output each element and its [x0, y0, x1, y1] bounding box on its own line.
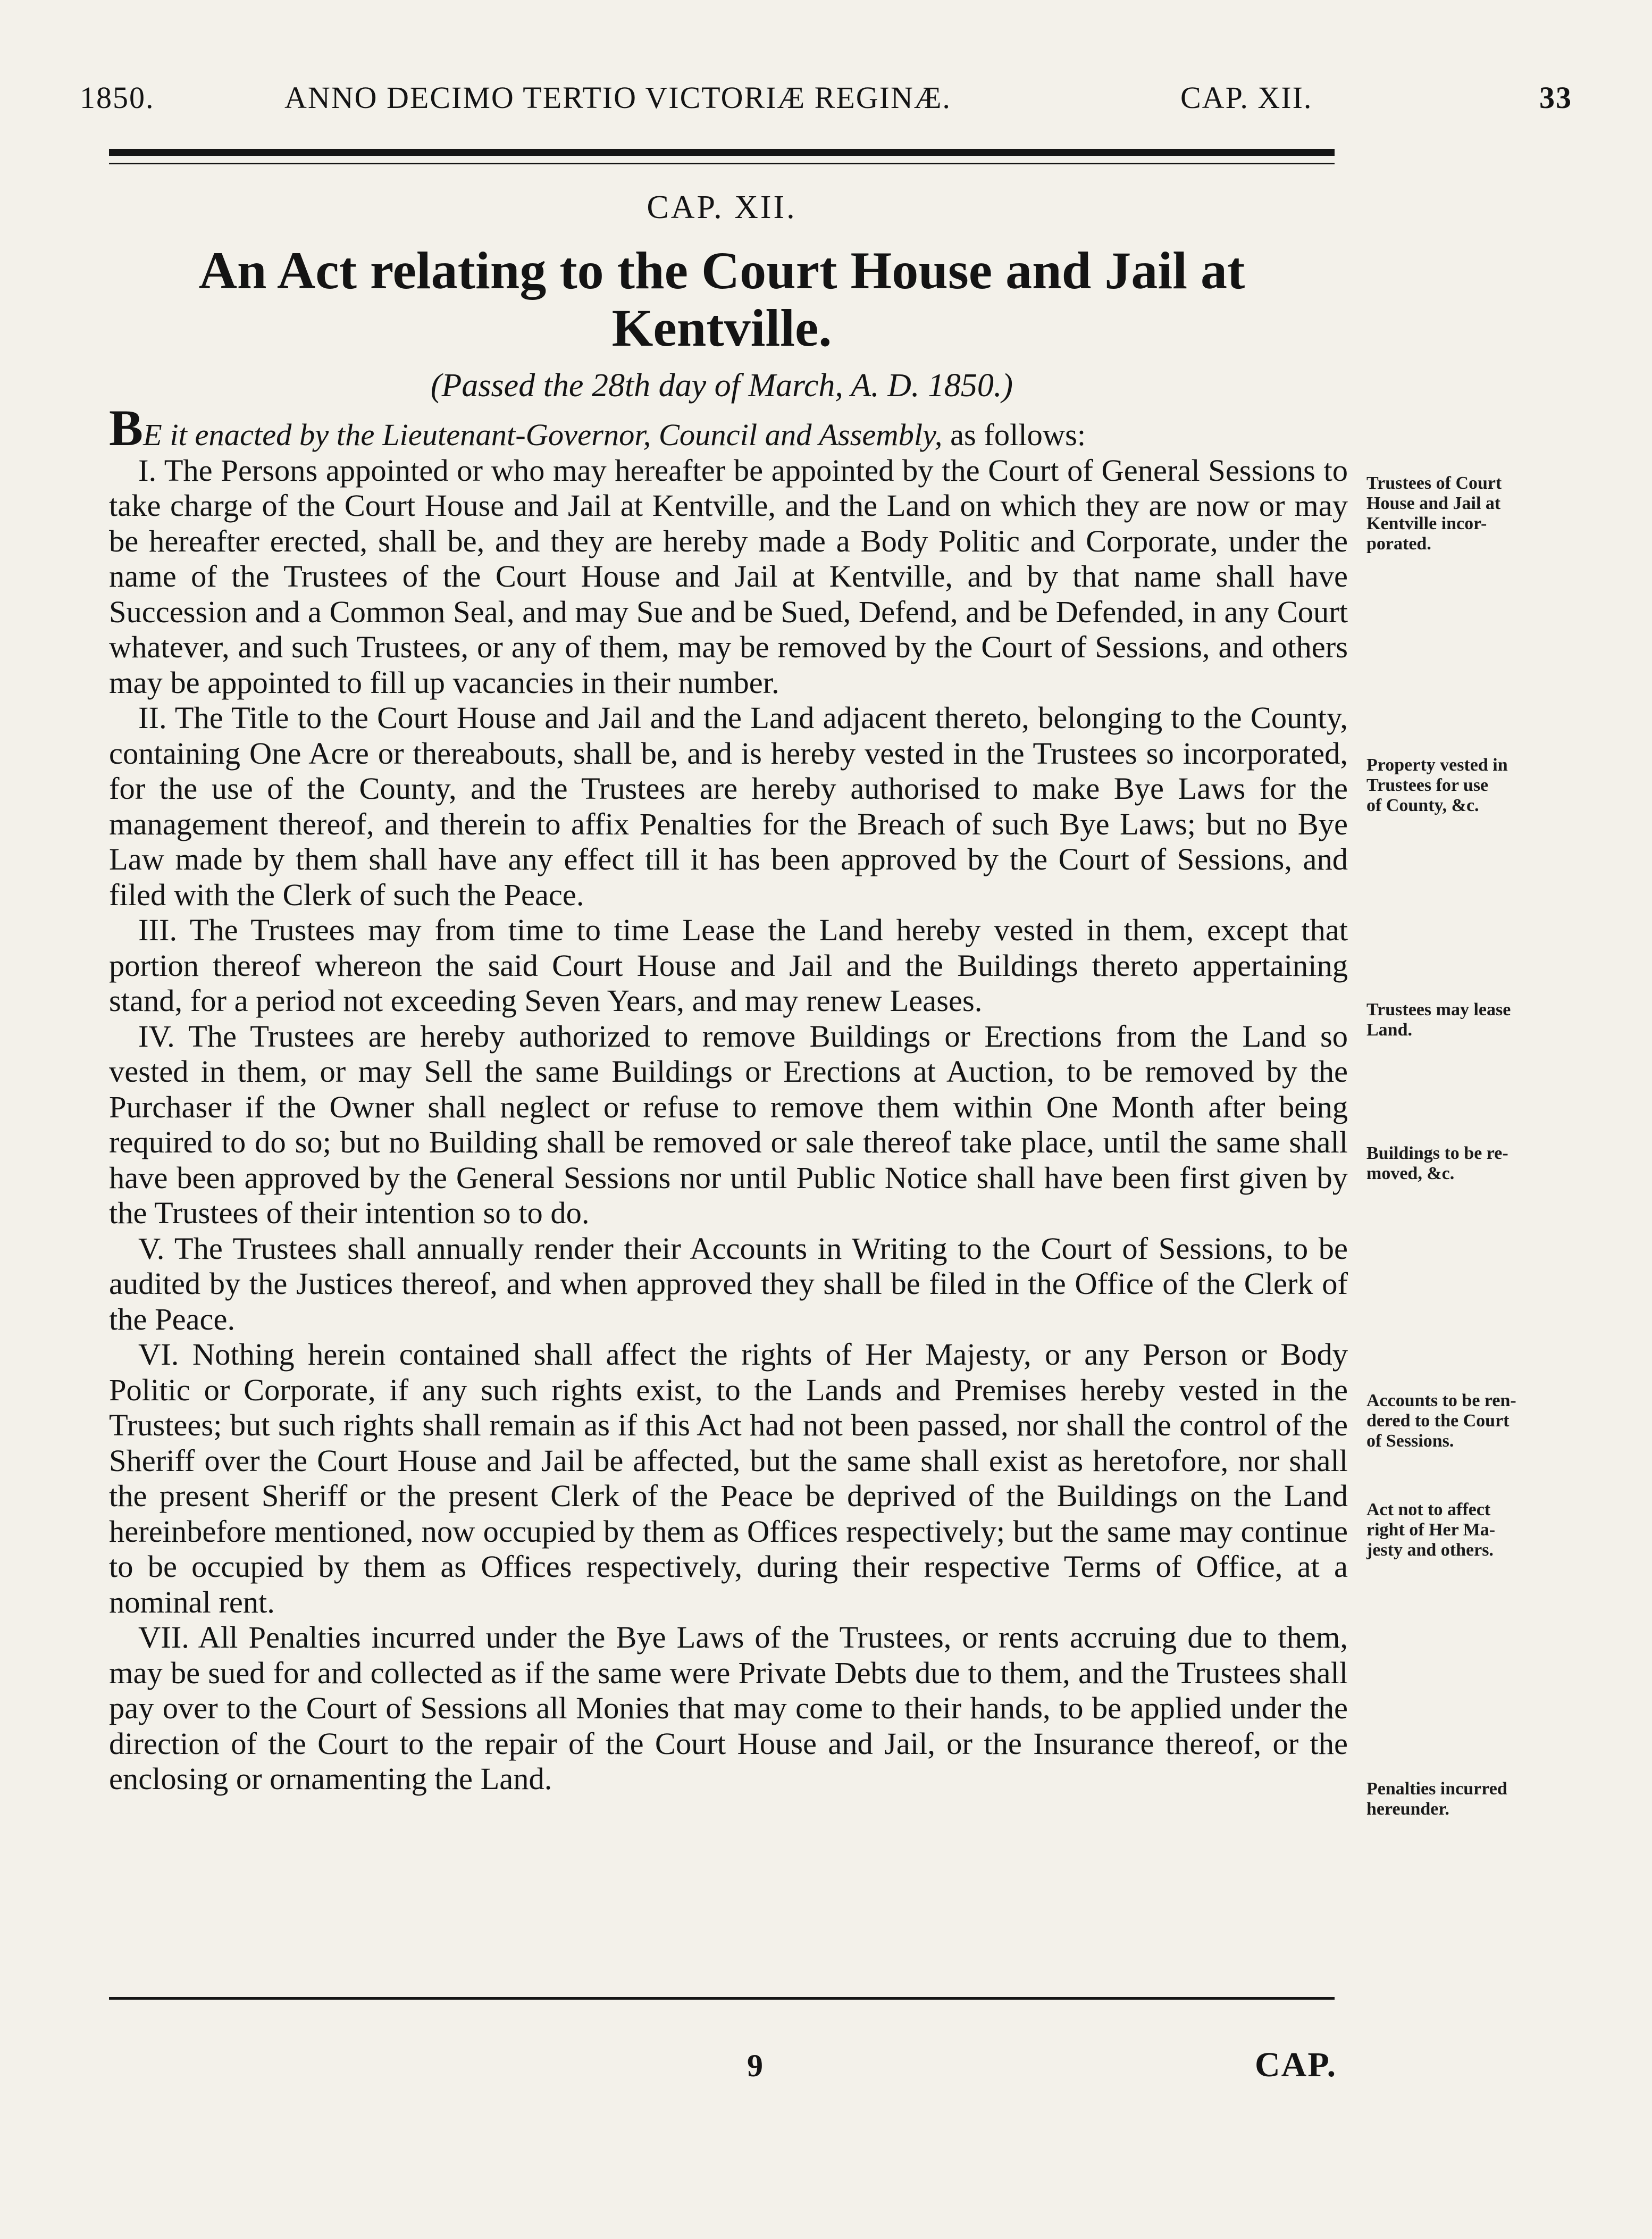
act-body — [109, 399, 1348, 1797]
margin-note-section-1: Trustees of Court House and Jail at Kentville incor- porated. — [1366, 473, 1502, 554]
margin-note-section-5: Accounts to be ren- dered to the Court of Sessions. — [1366, 1391, 1516, 1451]
passed-date: (Passed the 28th day of March, A. D. 1850.) — [430, 367, 1013, 404]
header-year: 1850. — [80, 80, 155, 115]
margin-note-section-6: Act not to affect right of Her Ma- jesty and others. — [1366, 1500, 1496, 1560]
header-title: ANNO DECIMO TERTIO VICTORIÆ REGINÆ. — [284, 80, 951, 115]
catchword: CAP. — [1255, 2045, 1337, 2084]
section-6: VI. Nothing herein contained shall affect the rights of Her Majesty, or any Person or Body Politic or Corporate, if any such rights exist, to the Lands and Premises hereby vested in the Trustees; but such rights shall remain as if this Act had not been passed, nor shall the control of the Sheriff over the Court House and Jail be affected, but the same shall exist as heretofore, nor shall the present Sheriff or the present Clerk of the Peace be deprived of the Buildings on the Land hereinbefore mentioned, now occupied by them as Offices respectively; but the same may continue to be occupied by them as Offices respectively, during their respective Terms of Office, at a nominal rent. — [109, 1337, 1348, 1619]
section-1: I. The Persons appointed or who may hereafter be appointed by the Court of General Sessions to take charge of the Court House and Jail at Kentville, and the Land on which they are now or may be hereafter erected, shall be, and they are hereby made a Body Politic and Corporate, under the name of the Trustees of the Court House and Jail at Kentville, and by that name shall have Succession and a Common Seal, and may Sue and be Sued, Defend, and be Defended, in any Court whatever, and such Trustees, or any of them, may be removed by the Court of Sessions, and others may be appointed to fill up vacancies in their number. — [109, 453, 1348, 700]
act-title: An Act relating to the Court House and Jail at Kentville. — [198, 241, 1245, 357]
running-header — [80, 80, 1572, 128]
section-2: II. The Title to the Court House and Jail and the Land adjacent thereto, belonging to the County, containing One Acre or thereabouts, shall be, and is hereby vested in the Trustees so incorporated, for the use of the County, and the Trustees are hereby authorised to make Bye Laws for the management thereof, and therein to affix Penalties for the Breach of such Bye Laws; but no Bye Law made by them shall have any effect till it has been approved by the Court of Sessions, and filed with the Clerk of such the Peace. — [109, 700, 1348, 912]
enacting-clause — [109, 399, 1348, 456]
margin-note-section-2: Property vested in Trustees for use of County, &c. — [1366, 755, 1508, 815]
header-rule-thick — [109, 149, 1335, 156]
margin-note-section-7: Penalties incurred hereunder. — [1366, 1779, 1507, 1819]
margin-note-section-4: Buildings to be re- moved, &c. — [1366, 1143, 1508, 1183]
section-3: III. The Trustees may from time to time Lease the Land hereby vested in them, except that portion thereof whereon the said Court House and Jail and the Buildings thereto appertaining stand, for a period not exceeding Seven Years, and may renew Leases. — [109, 913, 1348, 1018]
signature-mark: 9 — [747, 2048, 763, 2083]
section-7: VII. All Penalties incurred under the Bye Laws of the Trustees, or rents accruing due to them, may be sued for and collected as if the same were Private Debts due to them, and the Trustees shall pay over to the Court of Sessions all Monies that may come to their hands, to be applied under the direction of the Court to the repair of the Court House and Jail, or the Insurance thereof, or the enclosing or ornamenting the Land. — [109, 1620, 1348, 1796]
section-4: IV. The Trustees are hereby authorized to remove Buildings or Erections from the Land so vested in them, or may Sell the same Buildings or Erections at Auction, to be removed by the Purchaser if the Owner shall neglect or refuse to remove them within One Month after being required to do so; but no Building shall be removed or sale thereof take place, until the same shall have been approved by the General Sessions nor until Public Notice shall have been first given by the Trustees of their intention so to do. — [109, 1018, 1348, 1230]
enacting-tail: as follows: — [942, 417, 1086, 452]
drop-initial: B — [109, 399, 144, 456]
margin-note-section-3: Trustees may lease Land. — [1366, 1000, 1511, 1040]
page-number: 33 — [1539, 80, 1572, 115]
section-5: V. The Trustees shall annually render their Accounts in Writing to the Court of Sessions, to be audited by the Justices thereof, and when approved they shall be filed in the Office of the Clerk of the Peace. — [109, 1231, 1348, 1336]
enacting-text: E it enacted by the Lieutenant-Governor, Council and Assembly, — [143, 417, 943, 452]
header-chapter: CAP. XII. — [1180, 80, 1313, 115]
footer-rule — [109, 1997, 1335, 2000]
header-rule-thin — [109, 163, 1335, 164]
chapter-number: CAP. XII. — [647, 189, 797, 225]
